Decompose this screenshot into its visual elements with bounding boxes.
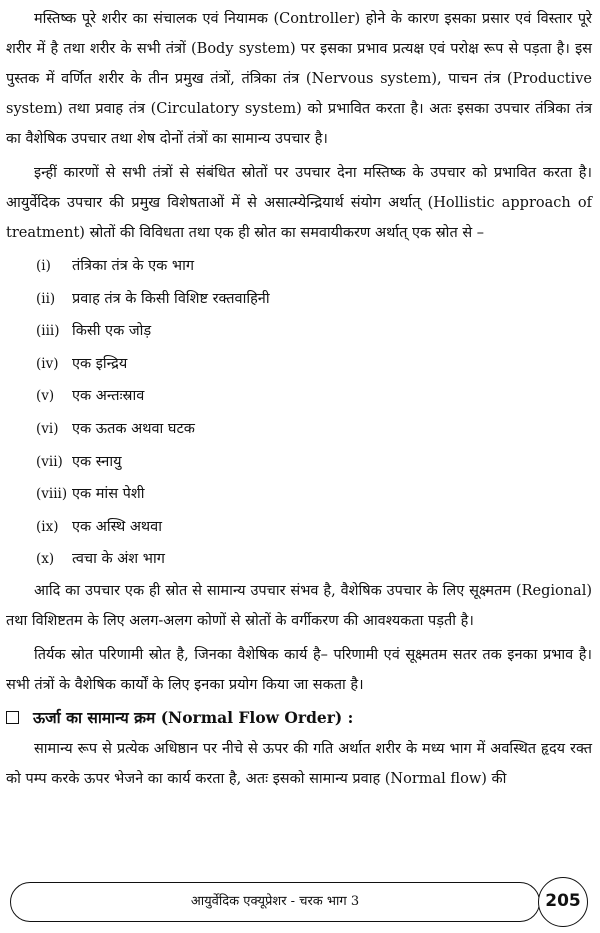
paragraph-4: तिर्यक स्रोत परिणामी स्रोत है, जिनका वैशेषिक कार्य है– परिणामी एवं सूक्ष्मतम सतर तक इनका प्रभाव है। सभी तंत्रों के वैशेषिक कार्यों के लिए इनका प्रयोग किया जा सकता है। [6,646,592,693]
list-item [36,380,592,413]
list-item-text: एक अन्तःस्राव [72,388,145,405]
checkbox-square-icon [6,711,19,724]
list-item [36,543,592,576]
list-item-number: (iv) [36,355,59,372]
list-item [36,446,592,479]
list-item [36,283,592,316]
list-item [36,250,592,283]
list-item [36,315,592,348]
list-item-number: (x) [36,551,55,568]
list-item-number: (vi) [36,420,59,437]
list-item-number: (i) [36,258,51,274]
list-item [36,511,592,544]
list-item [36,413,592,446]
list-item-number: (viii) [36,486,68,503]
list-item-number: (vii) [36,453,63,470]
page-footer [10,877,590,927]
paragraph-2: इन्हीं कारणों से सभी तंत्रों से संबंधित स्रोतों पर उपचार देना मस्तिष्क के उपचार को प्रभावित करता है। आयुर्वेदिक उपचार की प्रमुख विशेषताओं में से असात्म्येन्द्रियार्थ संयोग अर्थात् (Hollistic approach of treatment) स्रोतों की विविधता तथा एक ही स्रोत का समवायीकरण अर्थात् एक स्रोत से – [6,165,592,241]
list-item-text: प्रवाह तंत्र के किसी विशिष्ट रक्तवाहिनी [72,290,270,307]
paragraph-3: आदि का उपचार एक ही स्रोत से सामान्य उपचार संभव है, वैशेषिक उपचार के लिए सूक्ष्मतम (Regional) तथा विशिष्टतम के लिए अलग-अलग कोणों से स्रोतों के वर्गीकरण की आवश्यकता पड़ती है। [6,582,592,629]
list-item [36,348,592,381]
list-item-number: (ii) [36,290,56,307]
list-item-number: (v) [36,388,55,405]
list-item-text: तंत्रिका तंत्र के एक भाग [72,258,195,274]
section-heading-text: ऊर्जा का सामान्य क्रम (Normal Flow Order) : [33,707,354,727]
footer-book-title: आयुर्वेदिक एक्यूप्रेशर - चरक भाग 3 [190,894,360,909]
list-item-number: (ix) [36,518,59,535]
list-item-text: एक अस्थि अथवा [72,518,162,535]
page-content [6,4,592,794]
enumerated-list [6,250,592,576]
list-item-text: एक ऊतक अथवा घटक [72,420,195,437]
list-item [36,478,592,511]
list-item-number: (iii) [36,323,60,340]
paragraph-5: सामान्य रूप से प्रत्येक अधिष्ठान पर नीचे से ऊपर की गति अर्थात शरीर के मध्य भाग में अवस्थित हृदय रक्त को पम्प करके ऊपर भेजने का कार्य करता है, अतः इसको सामान्य प्रवाह (Normal flow) की [6,740,592,787]
list-item-text: एक स्नायु [72,453,122,470]
paragraph-1: मस्तिष्क पूरे शरीर का संचालक एवं नियामक (Controller) होने के कारण इसका प्रसार एवं विस्तार पूरे शरीर में है तथा शरीर के सभी तंत्रों (Body system) पर इसका प्रभाव प्रत्यक्ष एवं परोक्ष रूप से पड़ता है। इस पुस्तक में वर्णित शरीर के तीन प्रमुख तंत्रों, तंत्रिका तंत्र (Nervous system), पाचन तंत्र (Productive system) तथा प्रवाह तंत्र (Circulatory system) को प्रभावित करता है। अतः इसका उपचार तंत्रिका तंत्र का वैशेषिक उपचार तथा शेष दोनों तंत्रों का सामान्य उपचार है। [6,11,592,147]
list-item-text: त्वचा के अंश भाग [72,551,165,568]
list-item-text: एक मांस पेशी [72,486,145,503]
list-item-text: किसी एक जोड़ [72,323,152,340]
list-item-text: एक इन्द्रिय [72,355,128,372]
section-heading [6,702,592,734]
page-number: 205 [538,877,588,927]
